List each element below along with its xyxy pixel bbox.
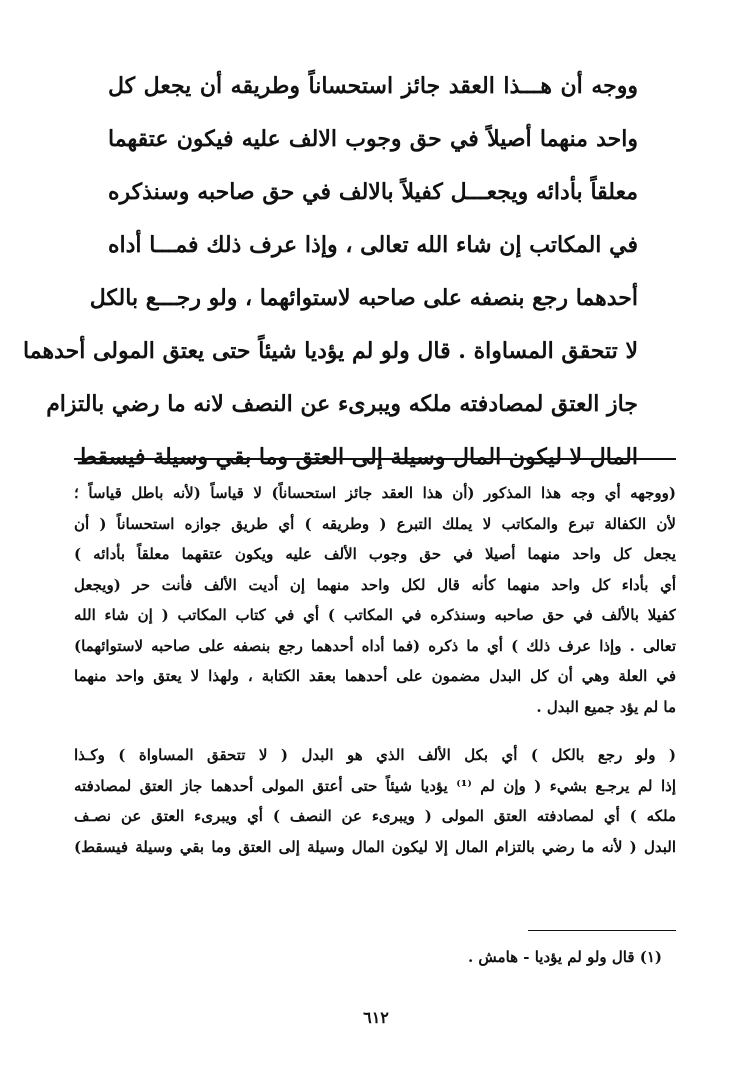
- separator-rule: [74, 458, 676, 460]
- commentary-line: (ووجهه أي وجه هذا المذكور (أن هذا العقد جائز استحساناً) لا قياساً (لأنه باطل قياساً ؛: [74, 484, 676, 502]
- main-text-line: في المكاتب إن شاء الله تعالى ، وإذا عرف ذلك فمـــا أداه: [108, 232, 638, 258]
- commentary-line: ( ولو رجع بالكل ) أي بكل الألف الذي هو البدل ( لا تتحقق المساواة ) وكـذا: [74, 746, 676, 764]
- commentary-line: ملكه ) أي لمصادفته العتق المولى ( ويبرىء عن النصف ) أي ويبرىء العتق عن نصـف: [74, 807, 676, 825]
- main-text-line: واحد منهما أصيلاً في حق وجوب الالف عليه فيكون عتقهما: [108, 126, 638, 152]
- commentary-block: [74, 478, 676, 862]
- page-number: ٦١٢: [363, 1008, 389, 1027]
- footnote: (١) قال ولو لم يؤديا - هامش .: [467, 948, 662, 966]
- commentary-line: كفيلا بالألف في حق صاحبه وسنذكره في المكاتب ) أي في كتاب المكاتب ( إن شاء الله: [74, 606, 676, 624]
- footnote-rule: [528, 930, 676, 931]
- main-text-line: ووجه أن هـــذا العقد جائز استحساناً وطريقه أن يجعل كل: [108, 73, 638, 99]
- main-text-line: معلقاً بأدائه ويجعـــل كفيلاً بالالف في حق صاحبه وسنذكره: [108, 179, 638, 205]
- commentary-line: لأن الكفالة تبرع والمكاتب لا يملك التبرع ( وطريقه ) أي طريق جوازه استحساناً ( أن: [74, 514, 676, 533]
- commentary-line: في العلة وهي أن كل البدل مضمون على أحدهما بعقد الكتابة ، ولهذا لا يعتق واحد منهما: [74, 667, 676, 685]
- main-text-line: لا تتحقق المساواة . قال ولو لم يؤديا شيئاً حتى يعتق المولى أحدهما: [23, 338, 638, 364]
- commentary-line: أي بأداء كل واحد منهما كأنه قال لكل واحد منهما إن أديت الألف فأنت حر (ويجعل: [74, 575, 676, 594]
- main-text-line: المال لا ليكون المال وسيلة إلى العتق وما بقي وسيلة فيسقط: [76, 444, 638, 470]
- main-text-line: جاز العتق لمصادفته ملكه ويبرىء عن النصف لانه ما رضي بالتزام: [46, 391, 638, 417]
- commentary-paragraph: [74, 740, 676, 862]
- commentary-line: ما لم يؤد جميع البدل .: [536, 697, 676, 716]
- commentary-line: يجعل كل واحد منهما أصيلا في حق وجوب الألف عليه ويكون عتقهما معلقاً بأدائه ): [74, 545, 676, 563]
- commentary-line: البدل ( لأنه ما رضي بالتزام المال إلا ليكون المال وسيلة إلى العتق وما بقي وسيلة فيسقط): [74, 837, 676, 856]
- commentary-line: تعالى . وإذا عرف ذلك ) أي ما ذكره (فما أداه أحدهما رجع بنصفه على صاحبه لاستوائهما): [74, 636, 676, 655]
- main-text-line: أحدهما رجع بنصفه على صاحبه لاستوائهما ، ولو رجـــع بالكل: [89, 285, 638, 311]
- commentary-line: إذا لم يرجـع بشيء ( وإن لم ⁽¹⁾ يؤديا شيئاً حتى أعتق المولى أحدهما جاز العتق لمصادفته: [74, 776, 676, 795]
- commentary-paragraph: [74, 478, 676, 722]
- main-text-block: [23, 60, 638, 484]
